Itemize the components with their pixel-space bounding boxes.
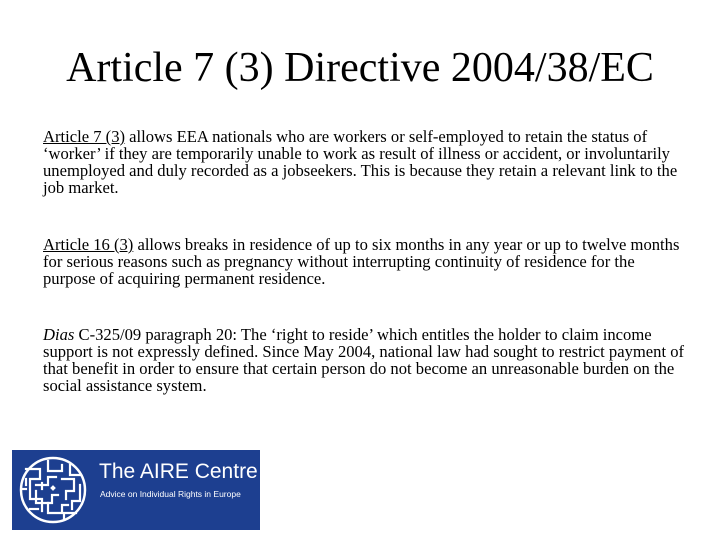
article-16-reference: Article 16 (3)	[43, 235, 134, 254]
dias-case-name: Dias	[43, 325, 75, 344]
paragraph-dias-case	[43, 326, 691, 394]
article-16-text: allows breaks in residence of up to six months in any year or up to twelve months for serious reasons such as pregnancy without interrupting continuity of residence for the purpose of acquiring permanent residence.	[43, 235, 680, 288]
slide-title: Article 7 (3) Directive 2004/38/EC	[66, 45, 654, 91]
logo-name: The AIRE Centre	[99, 460, 258, 483]
maze-emblem-icon	[18, 455, 88, 525]
dias-case-text: C-325/09 paragraph 20: The ‘right to reside’ which entitles the holder to claim income support is not expressly defined. Since May 2004, national law had sought to restrict payment of that benefit in order to ensure that certain person do not become an unreasonable burden on the social assistance system.	[43, 325, 685, 395]
article-7-reference: Article 7 (3)	[43, 127, 126, 146]
aire-centre-logo	[12, 450, 260, 530]
logo-tagline: Advice on Individual Rights in Europe	[100, 489, 241, 499]
paragraph-article-7	[43, 128, 691, 196]
article-7-text: allows EEA nationals who are workers or self-employed to retain the status of ‘worker’ if they are temporarily unable to work as result of illness or accident, or involuntarily unemployed and duly recorded as a jobseekers. This is because they retain a relevant link to the job market.	[43, 127, 678, 197]
paragraph-article-16	[43, 236, 691, 287]
